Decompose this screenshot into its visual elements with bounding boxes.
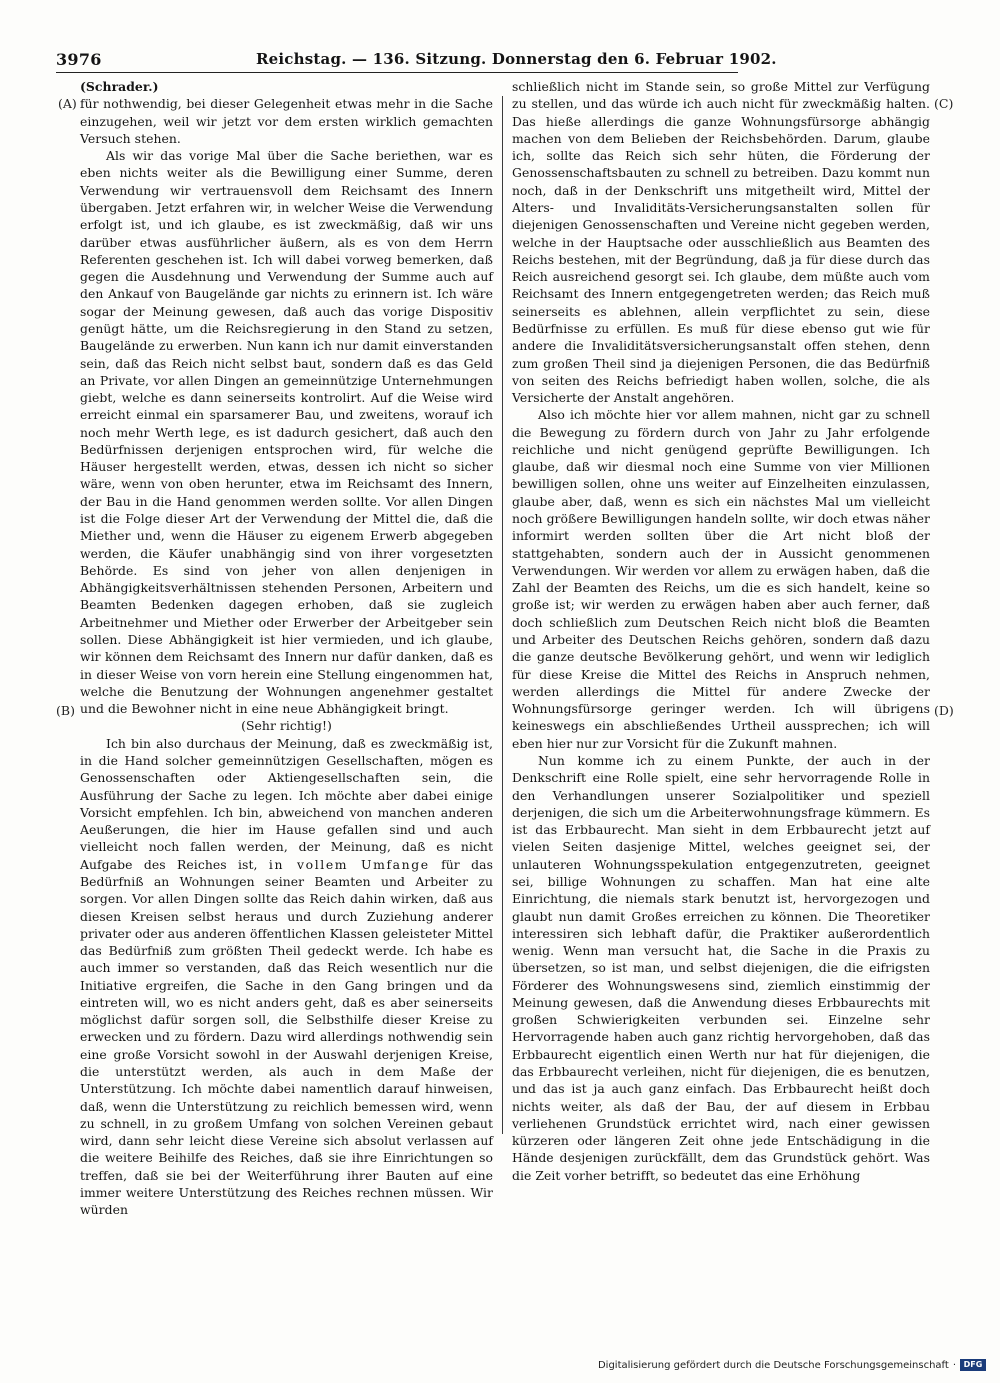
right-column — [512, 78, 930, 1184]
emphasis-text: in vollem Umfange — [268, 856, 430, 872]
dfg-logo-icon: DFG — [960, 1359, 986, 1371]
column-divider — [502, 96, 503, 1134]
footer-credit-text: Digitalisierung gefördert durch die Deutsche Forschungsgemeinschaft — [597, 1359, 949, 1371]
left-paragraph-2: Als wir das vorige Mal über die Sache beriethen, war es eben nichts weiter als die Bewilligung einer Summe, deren Verwendung wir vertrauensvoll dem Reichsamt des Innern übergaben. Jetzt erfahren wir, in welcher Weise die Verwendung erfolgt ist, und ich glaube, es ist zweckmäßig, daß wir uns darüber etwas ausführlicher äußern, als es von dem Herrn Referenten geschehen ist. Ich will dabei vorweg bemerken, daß gegen die Ausdehnung und Verwendung der Summe auch auf den Ankauf von Baugelände gar nichts zu erinnern ist. Ich wäre sogar der Meinung gewesen, daß auch das vorige Dispositiv genügt hätte, um die Reichsregierung in den Stand zu setzen, Baugelände zu erwerben. Nun kann ich nur damit einverstanden sein, daß das Reich nicht selbst baut, sondern daß es das Geld an Private, vor allen Dingen an gemeinnützige Unternehmungen giebt, welche es dann seinerseits kontrolirt. Auf die Weise wird erreicht einmal ein sparsamerer Bau, und zweitens, worauf ich noch mehr Werth lege, es ist dadurch gesichert, daß auch den Bedürfnissen derjenigen entsprochen wird, für welche die Häuser hergestellt werden, etwas, dessen ich nicht so sicher wäre, wenn von oben herunter, etwa im Reichsamt des Innern, der Bau in die Hand genommen werden sollte. Vor allen Dingen ist die Folge dieser Art der Verwendung der Mittel die, daß die Miether und, wenn die Häuser zu eigenem Erwerb abgegeben werden, die Käufer unabhängig sind von ihrer vorgesetzten Behörde. Es sind von jeher von allen denjenigen in Abhängigkeitsverhältnissen stehenden Personen, Arbeitern und Beamten Bedenken dagegen erhoben, daß sie zugleich Arbeitnehmer und Miether oder Erwerber der Arbeitgeber sein sollen. Diese Abhängigkeit ist hier vermieden, und ich glaube, wir können dem Reichsamt des Innern nur dafür danken, daß es in dieser Weise von vorn herein eine Stellung eingenommen hat, welche die Benutzung der Wohnungen angenehmer gestaltet und die Bewohner nicht in eine neue Abhängigkeit bringt. — [80, 148, 493, 717]
left-paragraph-3-part-2: für das Bedürfniß an Wohnungen seiner Beamten und Arbeiter zu sorgen. Vor allen Dingen sollte das Reich dahin wirken, daß aus diesen Kreisen selbst heraus und durch Zuziehung anderer privater oder aus anderen öffentlichen Klassen geleisteter Mittel das Bedürfniß zum größten Theil gedeckt werde. Ich habe es auch immer so verstanden, daß das Reich wesentlich nur die Initiative ergreifen, die Sache in den Gang bringen und da eintreten will, wo es nicht anders geht, daß es aber seinerseits möglichst dafür sorgen soll, die Selbsthilfe dieser Kreise zu erwecken und zu fördern. Dazu wird allerdings nothwendig sein eine große Vorsicht sowohl in der Auswahl derjenigen Kreise, die unterstützt werden, als auch in dem Maße der Unterstützung. Ich möchte dabei namentlich darauf hinweisen, daß, wenn die Unterstützung zu reichlich bemessen wird, wenn zu schnell, in zu großem Umfang von solchen Vereinen gebaut wird, dann sehr leicht diese Vereine sich absolut verlassen auf die weitere Beihilfe des Reiches, daß sie ihre Einrichtungen so treffen, daß sie bei der Weiterführung ihrer Bauten auf eine immer weitere Unterstützung des Reiches rechnen müssen. Wir würden — [80, 856, 493, 1218]
right-paragraph-2: Also ich möchte hier vor allem mahnen, nicht gar zu schnell die Bewegung zu fördern durch von Jahr zu Jahr erfolgende reichliche und nicht genügend geprüfte Bewilligungen. Ich glaube, daß wir diesmal noch eine Summe von vier Millionen bewilligen sollen, ohne uns weiter auf Einzelheiten einzulassen, glaube aber, daß, wenn es sich ein nächstes Mal um vielleicht noch größere Bewilligungen handeln sollte, wir doch etwas näher informirt werden sollten über die Art nicht bloß der stattgehabten, sondern auch der in Aussicht genommenen Verwendungen. Wir werden vor allem zu erwägen haben, daß die Zahl der Beamten des Reichs, um die es sich handelt, keine so große ist; wir werden zu erwägen haben aber auch ferner, daß doch schließlich zum Deutschen Reich nicht bloß die Beamten und Arbeiter des Deutschen Reichs gehören, sondern daß dazu die ganze deutsche Bevölkerung gehört, und wenn wir lediglich für diese Kreise die Mittel des Reichs in Anspruch nehmen, werden allerdings die Mittel für andere Zwecke der Wohnungsfürsorge geringer werden. Ich will übrigens keineswegs ein abschließendes Urtheil aussprechen; ich will eben hier nur zur Vorsicht für die Zukunft mahnen. — [512, 407, 930, 751]
left-paragraph-3 — [80, 735, 493, 1219]
margin-marker-a: (A) — [58, 96, 77, 111]
footer-separator: · — [952, 1359, 956, 1371]
margin-marker-d: (D) — [934, 703, 954, 718]
left-paragraph-3-part-1: Ich bin also durchaus der Meinung, daß es zweckmäßig ist, in die Hand solcher gemeinnützigen Gesellschaften, mögen es Genossenschaften oder Aktiengesellschaften sein, die Ausführung der Sache zu legen. Ich möchte aber dabei einige Vorsicht empfehlen. Ich bin, abweichend von manchen anderen Aeußerungen, die hier im Hause gefallen sind und auch vielleicht noch fallen werden, der Meinung, daß es nicht Aufgabe des Reiches ist, — [80, 735, 493, 872]
page-header — [56, 50, 777, 73]
right-paragraph-1: schließlich nicht im Stande sein, so große Mittel zur Verfügung zu stellen, und das würde ich auch nicht für zweckmäßig halten. Das hieße allerdings die ganze Wohnungsfürsorge abhängig machen von dem Belieben der Reichsbehörden. Darum, glaube ich, sollte das Reich sich sehr hüten, die Förderung der Genossenschaftsbauten zu schnell zu betreiben. Dazu kommt nun noch, daß in der Denkschrift uns mitgetheilt wird, Mittel der Alters- und Invaliditäts-Versicherungsanstalten sollen für diejenigen Genossenschaften und Vereine nicht gegeben werden, welche in der Hauptsache oder ausschließlich aus Beamten des Reichs bestehen, mit der Begründung, daß ja für diese durch das Reich ausreichend gesorgt sei. Ich glaube, dem müßte auch vom Reichsamt des Innern entgegengetreten werden; das Reich muß seinerseits es ablehnen, allein verpflichtet zu sein, diese Bedürfnisse zu erfüllen. Es muß für diese ebenso gut wie für andere die Invaliditätsversicherungsanstalt offen stehen, denn zum großen Theil sind ja diejenigen Personen, die das Bedürfniß von seiten des Reichs befriedigt haben wollen, solche, die als Versicherte der Anstalt angehören. — [512, 79, 930, 406]
margin-marker-c: (C) — [934, 96, 954, 111]
interjection: (Sehr richtig!) — [241, 718, 332, 734]
left-paragraph-1: für nothwendig, bei dieser Gelegenheit etwas mehr in die Sache einzugehen, weil wir jetzt vor dem ersten wirklich gemachten Versuch stehen. — [80, 96, 493, 146]
speaker-name: (Schrader.) — [80, 79, 159, 94]
footer-credit — [598, 1357, 986, 1373]
left-column — [80, 78, 493, 1219]
right-paragraph-3: Nun komme ich zu einem Punkte, der auch in der Denkschrift eine Rolle spielt, eine sehr hervorragende Rolle in den Verhandlungen unserer Sozialpolitiker und speziell derjenigen, die sich um die Arbeiterwohnungsfrage kümmern. Es ist das Erbbaurecht. Man sieht in dem Erbbaurecht jetzt auf vielen Seiten dasjenige Mittel, welches geeignet sei, der unlauteren Wohnungsspekulation entgegenzutreten, geeignet sei, billige Wohnungen zu schaffen. Man hat eine alte Einrichtung, die niemals stark benutzt ist, hervorgezogen und glaubt nun damit Großes erreichen zu können. Die Theoretiker interessiren sich lebhaft dafür, die Praktiker außerordentlich wenig. Wenn man versucht hat, die Sache in die Praxis zu übersetzen, so ist man, und selbst diejenigen, die die eifrigsten Förderer des Wohnungswesens sind, ziemlich einstimmig der Meinung gewesen, daß die Anwendung dieses Erbbaurechts mit großen Schwierigkeiten verbunden sei. Einzelne sehr Hervorragende haben auch ganz richtig hervorgehoben, daß das Erbbaurecht eigentlich einen Werth nur hat für diejenigen, die das Erbbaurecht verleihen, nicht für diejenigen, die es benutzen, und das ist ja auch ganz einfach. Das Erbbaurecht heißt doch nichts weiter, als daß der Bau, der auf diesem in Erbbau verliehenen Grundstück errichtet wird, nach einer gewissen kürzeren oder längeren Zeit ohne jede Entschädigung in die Hände desjenigen zurückfällt, dem das Grundstück gehört. Was die Zeit vorher betrifft, so bedeutet das eine Erhöhung — [512, 752, 930, 1183]
running-title: Reichstag. — 136. Sitzung. Donnerstag den 6. Februar 1902. — [256, 50, 777, 68]
margin-marker-b: (B) — [56, 703, 75, 718]
page-number: 3976 — [56, 50, 102, 69]
